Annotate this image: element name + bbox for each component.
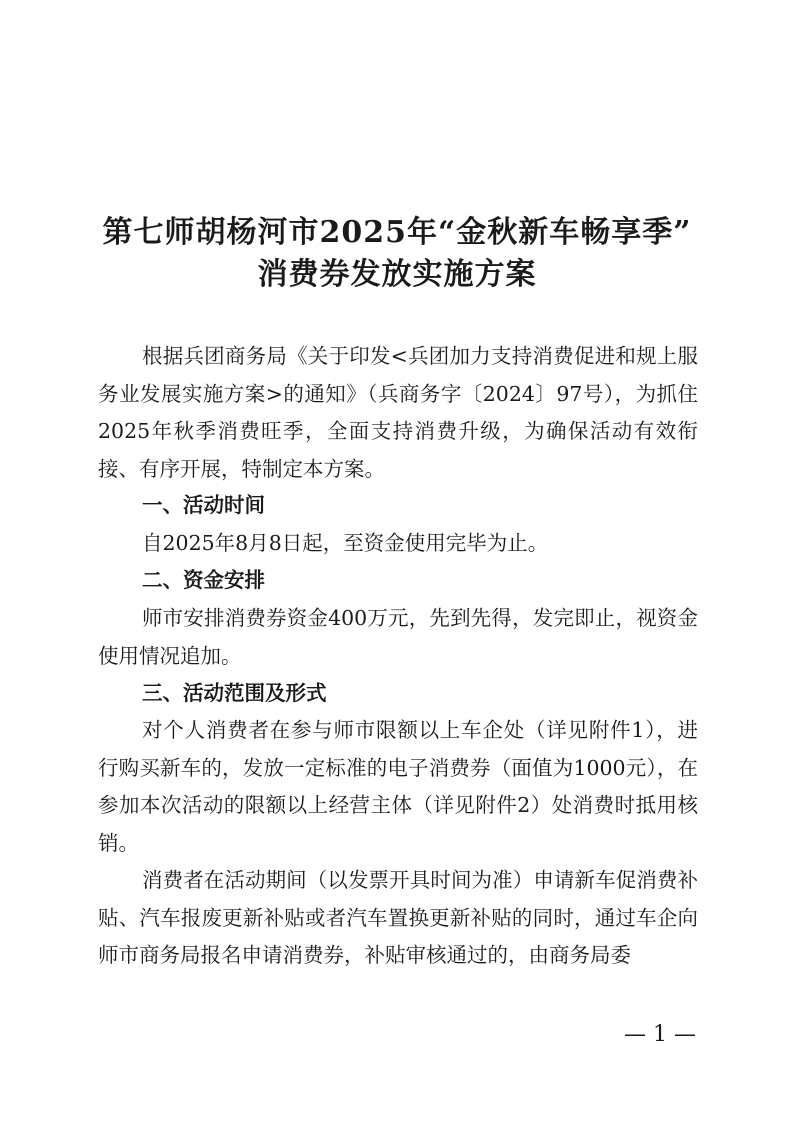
section-heading-funding: 二、资金安排	[142, 568, 265, 592]
section-heading-scope: 三、活动范围及形式	[142, 681, 327, 705]
intro-paragraph: 根据兵团商务局《关于印发<兵团加力支持消费促进和规上服务业发展实施方案>的通知》（兵商务字〔2024〕97号），为抓住2025年秋季消费旺季，全面支持消费升级，为确保活动有效衔接、有序开展，特制定本方案。	[98, 344, 698, 481]
section-paragraph-funding: 师市安排消费券资金400万元，先到先得，发完即止，视资金使用情况追加。	[98, 606, 698, 668]
document-title-line-1: 第七师胡杨河市2025年“金秋新车畅享季”	[102, 215, 692, 250]
section-paragraph-activity-time: 自2025年8月8日起，至资金使用完毕为止。	[142, 531, 549, 555]
section-heading-activity-time: 一、活动时间	[142, 493, 265, 517]
section-paragraph-scope-1: 对个人消费者在参与师市限额以上车企处（详见附件1），进行购买新车的，发放一定标准的电子消费券（面值为1000元），在参加本次活动的限额以上经营主体（详见附件2）处消费时抵用核销。	[98, 718, 698, 855]
document-title-line-2: 消费券发放实施方案	[257, 257, 537, 292]
page-number: — 1 —	[624, 1022, 696, 1047]
section-paragraph-scope-2: 消费者在活动期间（以发票开具时间为准）申请新车促消费补贴、汽车报废更新补贴或者汽车置换更新补贴的同时，通过车企向师市商务局报名申请消费券，补贴审核通过的，由商务局委	[98, 868, 698, 967]
